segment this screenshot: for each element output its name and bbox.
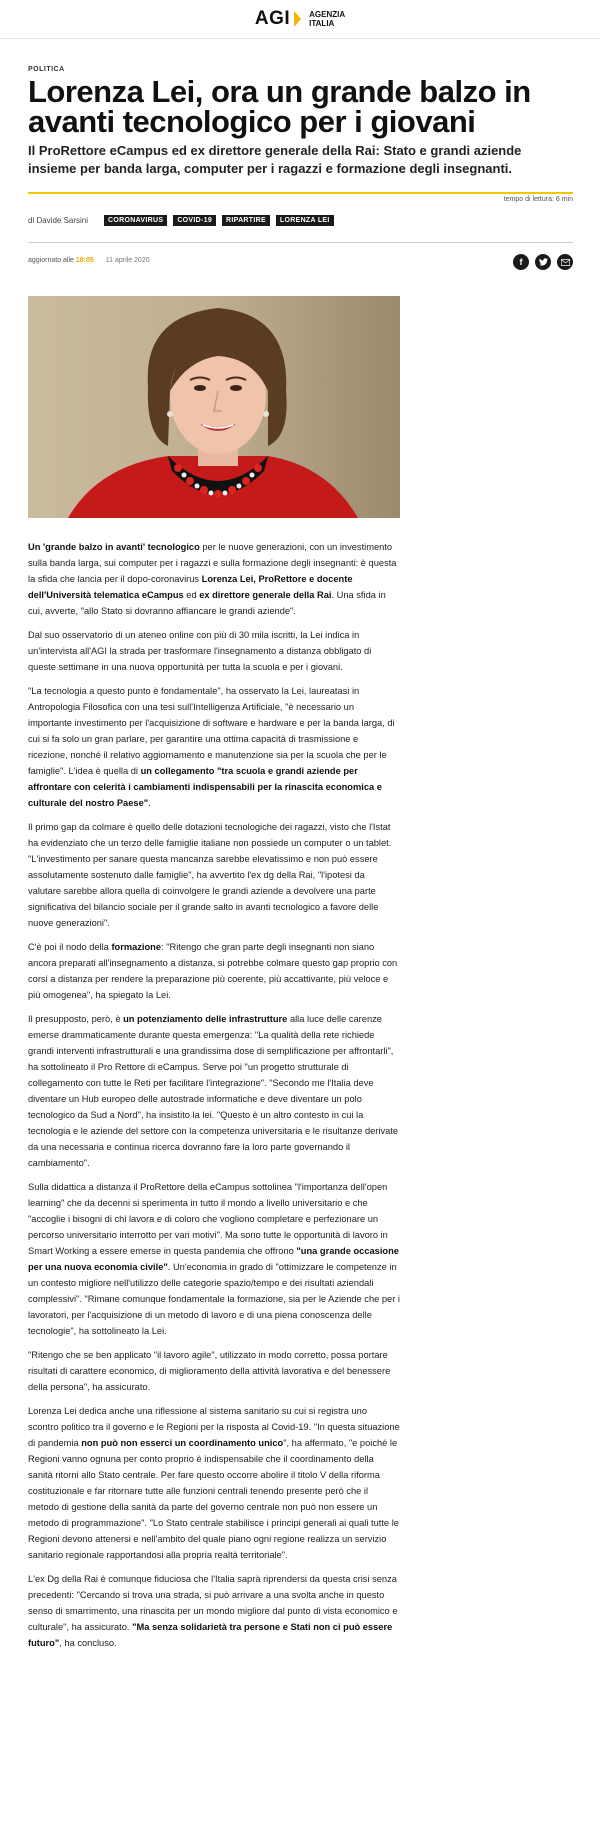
- portrait-illustration: [28, 296, 400, 518]
- text-run: Il primo gap da colmare è quello delle dotazioni tecnologiche dei ragazzi, visto che l'Istat ha evidenziato che un terzo delle famiglie italiane non possiede un computer o un tablet. "L'investimento per sanare questa mancanza sarebbe elevatissimo e non può essere assolutamente sostenuto dalle famiglie", ha avvertito l'ex dg della Rai, "l'ipotesi da valutare sarebbe allora quella di coinvolgere le grandi aziende a devolvere una parte significativa del bilancio sociale per il grande salto in avanti tecnologico a favore delle nuove generazioni".: [28, 822, 392, 928]
- text-run: Sulla didattica a distanza il ProRettore della eCampus sottolinea "l'importanza dell'open learning" che da decenni si sperimenta in tutto il mondo a livello universitario e che "accoglie i bisogni di chi lavora e di coloro che vogliono completare e perfezionare un percorso universitario interrotto per vari motivi". Ma sono tutte le opportunità di lavoro in Smart Working a essere emerse in questa pandemia che offrono: [28, 1182, 388, 1256]
- text-run: , ha concluso.: [59, 1638, 117, 1648]
- text-run: "La tecnologia a questo punto è fondamentale", ha osservato la Lei, laureatasi in Antropologia Filosofica con una tesi sull'Intelligenza Artificiale, "è necessario un importante investimento per l'acquisizione di software e hardware e per la banda larga, di cui si fa solo un gran parlare, per garantire una ottima capacità di trasmissione e ricezione, nonché il relativo aggiornamento e manutenzione sia per la scuola che per le famiglie". L'idea è quella di: [28, 686, 395, 776]
- text-run: ", ha affermato, "e poiché le Regioni vanno ognuna per conto proprio è indispensabile che il coordinamento della sanità ritorni allo Stato centrale. Per fare questo occorre abolire il titolo V della riforma costituzionale e far ritornare tutte alle funzioni centrali tenendo presente però che il metodo di gestione della sanità da parte del governo centrale non può non essere un metodo di programmazione". "Lo Stato centrale stabilisce i principi generali ai quali tutte le Regioni devono attenersi e nell'ambito del quale piano ogni regione realizza un servizio sanitario regionale rapportandosi alla propria realtà territoriale".: [28, 1438, 399, 1560]
- tag-covid-19[interactable]: COVID-19: [173, 215, 216, 226]
- bold-text: Un 'grande balzo in avanti' tecnologico: [28, 542, 200, 552]
- paragraph: [28, 627, 400, 675]
- twitter-icon[interactable]: [535, 254, 551, 270]
- bold-text: un potenziamento delle infrastrutture: [123, 1014, 288, 1024]
- section-label[interactable]: POLITICA: [28, 66, 65, 73]
- paragraph: [28, 1011, 400, 1171]
- article-body: [28, 539, 400, 1659]
- tag-lorenza-lei[interactable]: LORENZA LEI: [276, 215, 334, 226]
- logo-wordmark: AGI: [254, 8, 291, 29]
- paragraph: [28, 1179, 400, 1339]
- text-run: L'ex Dg della Rai è comunque fiduciosa che l'Italia saprà riprendersi da questa crisi senza precedenti: "Cercando si trova una strada, si può arrivare a una svolta anche in questo senso di smarrimento, una rinascita per un mondo migliore dal punto di vista economico e culturale", ha assicurato.: [28, 1574, 398, 1632]
- paragraph: [28, 939, 400, 1003]
- bold-text: un collegamento "tra scuola e grandi aziende per affrontare con celerità i cambiamenti indispensabili per la rinascita economica e culturale del nostro Paese": [28, 766, 382, 808]
- text-run: Il presupposto, però, è: [28, 1014, 124, 1024]
- paragraph: [28, 1403, 400, 1563]
- paragraph: [28, 683, 400, 811]
- email-icon[interactable]: [557, 254, 573, 270]
- tag-ripartire[interactable]: RIPARTIRE: [222, 215, 270, 226]
- text-run: : "Ritengo che gran parte degli insegnanti non siano ancora preparati all'insegnamento a distanza, si potrebbe colmare questo gap proprio con corsi a distanza per rendere la preparazione più coerente, più accattivante, più veloce e più omogenea", ha spiegato la Lei.: [28, 942, 398, 1000]
- updated-time: 18:05: [75, 257, 94, 264]
- text-run: .: [148, 798, 151, 808]
- yellow-divider: [28, 192, 573, 194]
- paragraph: [28, 819, 400, 931]
- reading-time: tempo di lettura: 6 min: [503, 196, 573, 203]
- text-run: Dal suo osservatorio di un ateneo online con più di 30 mila iscritti, la Lei indica in un'intervista all'AGI la strada per trasformare l'insegnamento a distanza obbligato di queste settimane in una nuova opportunità per tutta la scuola e per i giovani.: [28, 630, 372, 672]
- update-info: [28, 257, 150, 264]
- text-run: ed: [183, 590, 200, 600]
- tag-coronavirus[interactable]: CORONAVIRUS: [104, 215, 167, 226]
- article-subtitle: Il ProRettore eCampus ed ex direttore generale della Rai: Stato e grandi aziende insieme per banda larga, computer per i ragazzi e formazione degli insegnanti.: [28, 143, 522, 176]
- bold-text: formazione: [111, 942, 162, 952]
- text-run: per le nuove generazioni, con un investimento sulla banda larga, sui computer per i ragazzi e sulla formazione degli insegnanti: è questa la sfida che lancia per il dopo-coronavirus: [28, 542, 397, 584]
- text-run: "Ritengo che se ben applicato "il lavoro agile", utilizzato in modo corretto, possa portare risultati di carattere economico, di miglioramento della attività lavorativa e del benessere della persona", ha assicurato.: [28, 1350, 391, 1392]
- article-title: Lorenza Lei, ora un grande balzo in avanti tecnologico per i giovani: [28, 74, 531, 139]
- article-photo: [28, 296, 400, 518]
- site-header: [0, 0, 600, 39]
- author: di Davide Sarsini: [28, 216, 89, 225]
- grey-divider: [28, 242, 573, 243]
- paragraph: [28, 1571, 400, 1651]
- text-run: C'è poi il nodo della: [28, 942, 112, 952]
- logo-subtitle: AGENZIA ITALIA: [309, 10, 346, 28]
- text-run: Lorenza Lei dedica anche una riflessione al sistema sanitario su cui si registra uno scontro politico tra il governo e le Regioni per la risposta al Covid-19. "In questa situazione di pandemia: [28, 1406, 400, 1448]
- paragraph: [28, 1347, 400, 1395]
- bold-text: Lorenza Lei, ProRettore e docente dell'Università telematica eCampus: [28, 574, 353, 600]
- bold-text: non può non esserci un coordinamento unico: [81, 1438, 284, 1448]
- text-run: alla luce delle carenze emerse drammaticamente durante questa emergenza: "La qualità della rete richiede grandi interventi infrastrutturali e una grandissima dose di semplificazione per affrontarli", ha sottolineato il Pro Rettore di eCampus. Serve poi "un progetto strutturale di collegamento con tutte le Reti per facilitare l'integrazione". "Secondo me l'Italia deve diventare un Hub europeo delle autostrade informatiche e deve diventare un polo tecnologico da Sud a Nord", ha insistito la lei. "Questo è un altro contesto in cui la tecnologia e le aziende del settore con la competenza universitaria e le risultanze derivate da una necessaria e continua ricerca dovranno fare la loro parte governando il cambiamento".: [28, 1014, 399, 1168]
- article-meta: [28, 215, 573, 226]
- bold-text: "una grande occasione per una nuova economia civile": [28, 1246, 399, 1272]
- agi-logo[interactable]: [255, 8, 345, 30]
- facebook-icon[interactable]: f: [513, 254, 529, 270]
- text-run: . Una sfida in cui, avverte, "allo Stato si dovranno affiancare le grandi aziende".: [28, 590, 386, 616]
- bold-text: "Ma senza solidarietà tra persone e Stati non ci può essere futuro": [28, 1622, 393, 1648]
- bold-text: ex direttore generale della Rai: [199, 590, 332, 600]
- logo-arrow-icon: [294, 11, 301, 27]
- share-buttons: [513, 254, 573, 270]
- paragraph: [28, 539, 400, 619]
- text-run: . Un'economia in grado di "ottimizzare le competenze in un contesto migliore nell'utilizzo delle categorie spazio/tempo e dei risultati aziendali complessivi". "Rimane comunque fondamentale la formazione, sia per le Aziende che per i lavoratori, per l'acquisizione di un metodo di lavoro e di una piena conoscenza delle tecnologie", ha sottolineato la Lei.: [28, 1262, 400, 1336]
- article-date: 11 aprile 2020: [105, 257, 150, 264]
- updated-label: aggiornato alle: [28, 257, 74, 264]
